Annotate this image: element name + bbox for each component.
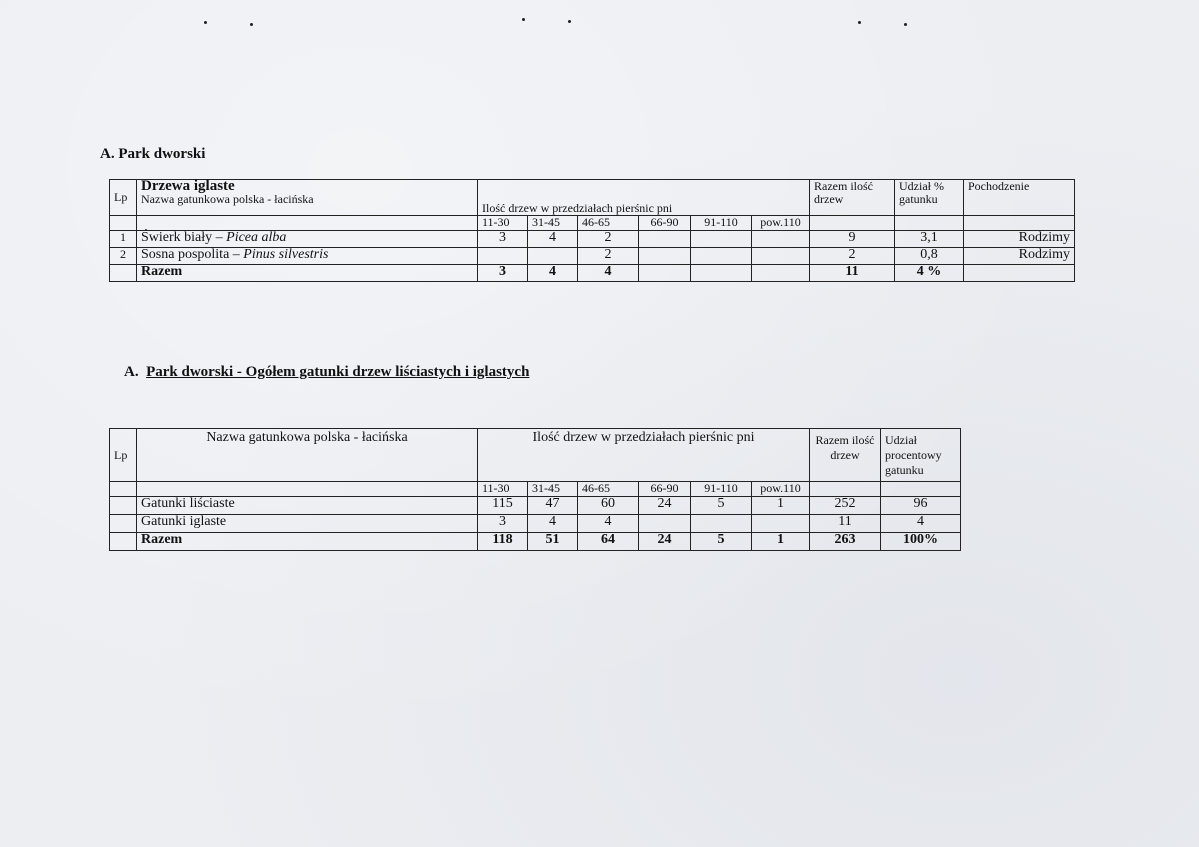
row-lp: 1 bbox=[110, 231, 137, 248]
sum-cell: 64 bbox=[578, 533, 639, 551]
origin-cell: Rodzimy bbox=[964, 231, 1075, 248]
sum-cell: 24 bbox=[639, 533, 691, 551]
header-row bbox=[110, 429, 961, 482]
range-label: 66-90 bbox=[639, 216, 691, 231]
share-cell: 4 bbox=[881, 515, 961, 533]
empty-cell bbox=[964, 265, 1075, 282]
sum-label: Razem bbox=[137, 533, 478, 551]
count-cell bbox=[752, 231, 810, 248]
punch-mark bbox=[858, 21, 861, 24]
section-title-overall bbox=[124, 364, 529, 381]
empty-cell bbox=[110, 216, 137, 231]
table-row bbox=[110, 515, 961, 533]
sum-row bbox=[110, 533, 961, 551]
origin-cell: Rodzimy bbox=[964, 248, 1075, 265]
range-label: 31-45 bbox=[528, 216, 578, 231]
sum-label: Razem bbox=[137, 265, 478, 282]
name-header: Nazwa gatunkowa polska - łacińska bbox=[137, 429, 478, 482]
share-cell: 0,8 bbox=[895, 248, 964, 265]
punch-mark bbox=[522, 18, 525, 21]
section-title-conifers: A. Park dworski bbox=[100, 146, 206, 162]
count-cell bbox=[639, 515, 691, 533]
range-row bbox=[110, 482, 961, 497]
count-cell bbox=[478, 248, 528, 265]
sum-cell: 51 bbox=[528, 533, 578, 551]
count-cell: 47 bbox=[528, 497, 578, 515]
sum-cell: 118 bbox=[478, 533, 528, 551]
species-name-lat: Picea alba bbox=[226, 230, 287, 245]
count-cell: 1 bbox=[752, 497, 810, 515]
total-cell: 252 bbox=[810, 497, 881, 515]
count-cell: 24 bbox=[639, 497, 691, 515]
empty-cell bbox=[895, 216, 964, 231]
count-cell: 3 bbox=[478, 231, 528, 248]
name-header-cell bbox=[137, 180, 478, 216]
group-name: Gatunki liściaste bbox=[137, 497, 478, 515]
count-cell: 4 bbox=[578, 515, 639, 533]
species-name-pl: Świerk biały – bbox=[141, 230, 227, 245]
empty-cell bbox=[110, 482, 137, 497]
lp-header: Lp bbox=[110, 429, 137, 482]
empty-cell bbox=[110, 533, 137, 551]
sum-cell bbox=[639, 265, 691, 282]
count-cell: 4 bbox=[528, 231, 578, 248]
punch-mark bbox=[204, 21, 207, 24]
count-cell bbox=[691, 515, 752, 533]
count-cell bbox=[752, 515, 810, 533]
count-cell: 5 bbox=[691, 497, 752, 515]
sum-total: 263 bbox=[810, 533, 881, 551]
species-name bbox=[137, 231, 478, 248]
range-label: 91-110 bbox=[691, 216, 752, 231]
total-cell: 9 bbox=[810, 231, 895, 248]
punch-mark bbox=[568, 20, 571, 23]
species-name-pl: Sosna pospolita – bbox=[141, 247, 244, 262]
overall-table bbox=[109, 428, 961, 551]
count-cell bbox=[691, 231, 752, 248]
empty-cell bbox=[964, 216, 1075, 231]
species-name-lat: Pinus silvestris bbox=[243, 247, 329, 262]
range-label: 46-65 bbox=[578, 216, 639, 231]
sum-share: 4 % bbox=[895, 265, 964, 282]
count-cell bbox=[639, 248, 691, 265]
count-cell bbox=[639, 231, 691, 248]
sum-total: 11 bbox=[810, 265, 895, 282]
name-header: Nazwa gatunkowa polska - łacińska bbox=[141, 192, 314, 206]
sum-cell: 4 bbox=[528, 265, 578, 282]
empty-cell bbox=[810, 216, 895, 231]
count-cell bbox=[528, 248, 578, 265]
punch-mark bbox=[904, 23, 907, 26]
punch-mark bbox=[250, 23, 253, 26]
count-cell: 2 bbox=[578, 231, 639, 248]
row-lp bbox=[110, 497, 137, 515]
empty-cell bbox=[137, 482, 478, 497]
share-header: Udział % gatunku bbox=[895, 180, 964, 216]
sum-cell: 5 bbox=[691, 533, 752, 551]
range-label: 66-90 bbox=[639, 482, 691, 497]
row-lp: 2 bbox=[110, 248, 137, 265]
row-lp bbox=[110, 515, 137, 533]
range-header: Ilość drzew w przedziałach pierśnic pni bbox=[478, 180, 810, 216]
conifers-table bbox=[109, 179, 1075, 282]
range-label: 31-45 bbox=[528, 482, 578, 497]
count-cell bbox=[752, 248, 810, 265]
range-label: pow.110 bbox=[752, 216, 810, 231]
count-cell: 4 bbox=[528, 515, 578, 533]
table-row bbox=[110, 497, 961, 515]
count-cell: 60 bbox=[578, 497, 639, 515]
share-cell: 3,1 bbox=[895, 231, 964, 248]
count-cell bbox=[691, 248, 752, 265]
table-row bbox=[110, 231, 1075, 248]
empty-cell bbox=[110, 265, 137, 282]
section-title-underlined: Park dworski - Ogółem gatunki drzew liściastych i iglastych bbox=[146, 364, 530, 380]
lp-header: Lp bbox=[110, 180, 137, 216]
share-header: Udział procentowy gatunku bbox=[881, 429, 961, 482]
total-header: Razem ilość drzew bbox=[810, 429, 881, 482]
range-row bbox=[110, 216, 1075, 231]
table-row bbox=[110, 248, 1075, 265]
group-title: Drzewa iglaste bbox=[141, 178, 235, 194]
count-cell: 115 bbox=[478, 497, 528, 515]
species-name bbox=[137, 248, 478, 265]
sum-cell bbox=[691, 265, 752, 282]
count-cell: 2 bbox=[578, 248, 639, 265]
total-cell: 11 bbox=[810, 515, 881, 533]
range-label: 91-110 bbox=[691, 482, 752, 497]
range-label: 11-30 bbox=[478, 482, 528, 497]
count-cell: 3 bbox=[478, 515, 528, 533]
sum-cell: 4 bbox=[578, 265, 639, 282]
sum-row bbox=[110, 265, 1075, 282]
total-header: Razem ilość drzew bbox=[810, 180, 895, 216]
sum-cell: 1 bbox=[752, 533, 810, 551]
share-cell: 96 bbox=[881, 497, 961, 515]
header-row bbox=[110, 180, 1075, 216]
origin-header: Pochodzenie bbox=[964, 180, 1075, 216]
group-name: Gatunki iglaste bbox=[137, 515, 478, 533]
empty-cell bbox=[137, 216, 478, 231]
sum-cell: 3 bbox=[478, 265, 528, 282]
empty-cell bbox=[810, 482, 881, 497]
range-label: 11-30 bbox=[478, 216, 528, 231]
total-cell: 2 bbox=[810, 248, 895, 265]
sum-cell bbox=[752, 265, 810, 282]
range-label: pow.110 bbox=[752, 482, 810, 497]
section-title-prefix: A. bbox=[124, 364, 139, 380]
range-label: 46-65 bbox=[578, 482, 639, 497]
sum-share: 100% bbox=[881, 533, 961, 551]
empty-cell bbox=[881, 482, 961, 497]
range-header: Ilość drzew w przedziałach pierśnic pni bbox=[478, 429, 810, 482]
